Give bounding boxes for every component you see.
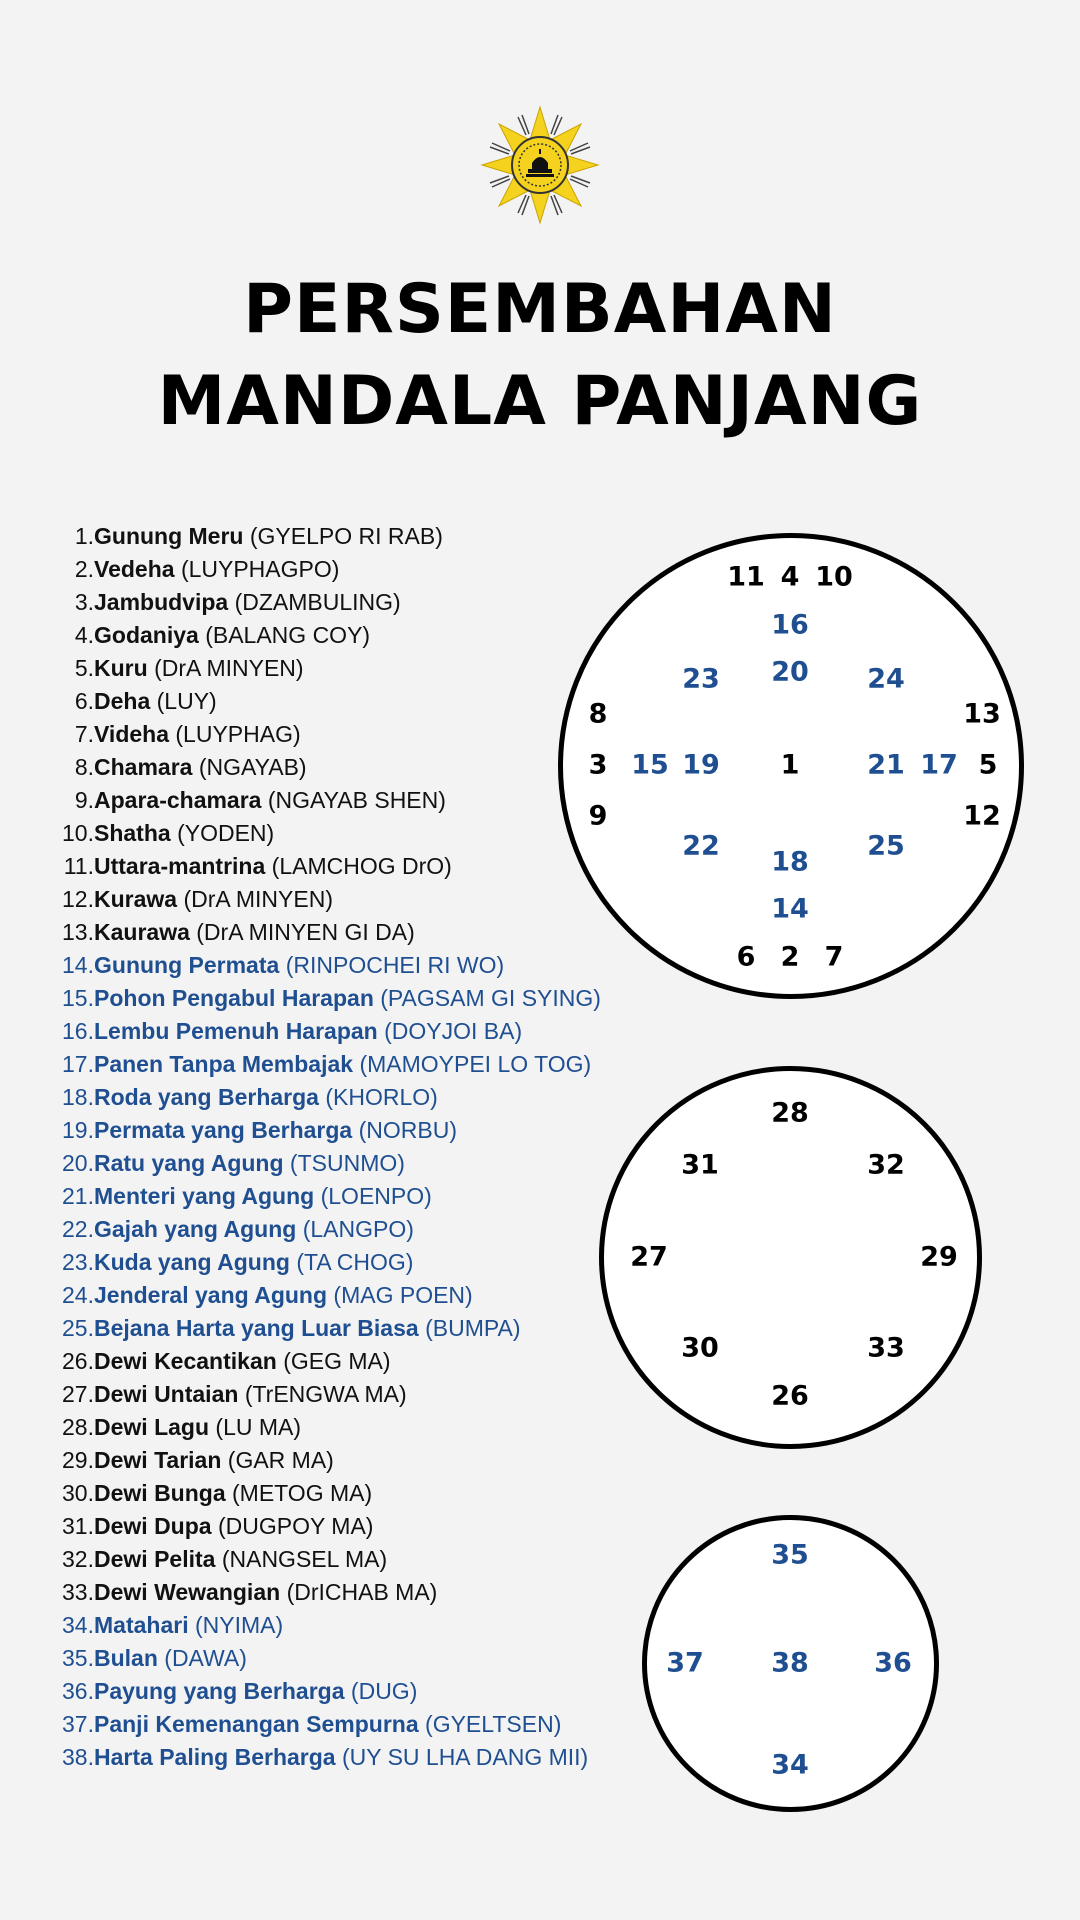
- item-name: Uttara-mantrina: [94, 853, 266, 879]
- item-number: 33.: [62, 1579, 94, 1605]
- item-tibetan-name: (DrA MINYEN): [183, 886, 333, 912]
- item-name: Panen Tanpa Membajak: [94, 1051, 354, 1077]
- item-tibetan-name: (GEG MA): [283, 1348, 391, 1374]
- item-name: Bulan: [94, 1645, 158, 1671]
- mandala-number: 12: [963, 800, 1001, 832]
- item-tibetan-name: (KHORLO): [325, 1084, 438, 1110]
- item-tibetan-name: (LU MA): [215, 1414, 302, 1440]
- mandala-number: 13: [963, 698, 1001, 730]
- item-name: Kuru: [94, 655, 148, 681]
- offering-item: [48, 1675, 601, 1708]
- item-name: Dewi Dupa: [94, 1513, 212, 1539]
- item-name: Dewi Bunga: [94, 1480, 226, 1506]
- item-name: Roda yang Berharga: [94, 1084, 319, 1110]
- item-number: 2.: [74, 556, 94, 582]
- offering-item: [48, 1444, 601, 1477]
- item-name: Harta Paling Berharga: [94, 1744, 336, 1770]
- page-title-line2: MANDALA PANJANG: [157, 362, 923, 441]
- item-tibetan-name: (DUGPOY MA): [217, 1513, 374, 1539]
- mandala-number: 17: [920, 749, 958, 781]
- item-tibetan-name: (NGAYAB SHEN): [267, 787, 446, 813]
- item-name: Kurawa: [94, 886, 178, 912]
- offering-item: [48, 1114, 601, 1147]
- item-number: 20.: [62, 1150, 94, 1176]
- item-name: Kaurawa: [94, 919, 190, 945]
- item-number: 30.: [62, 1480, 94, 1506]
- item-tibetan-name: (NANGSEL MA): [221, 1546, 388, 1572]
- item-number: 10.: [62, 820, 94, 846]
- item-number: 15.: [62, 985, 94, 1011]
- offering-item: [48, 685, 601, 718]
- item-tibetan-name: (DrA MINYEN GI DA): [196, 919, 415, 945]
- offering-item: [48, 949, 601, 982]
- offering-item: [48, 1510, 601, 1543]
- item-tibetan-name: (PAGSAM GI SYING): [380, 985, 601, 1011]
- offering-item: [48, 1015, 601, 1048]
- mandala-number: 3: [588, 749, 608, 781]
- item-tibetan-name: (LUYPHAGPO): [180, 556, 340, 582]
- item-name: Dewi Kecantikan: [94, 1348, 277, 1374]
- mandala-number: 32: [867, 1149, 905, 1181]
- offering-item: [48, 1180, 601, 1213]
- item-number: 24.: [62, 1282, 94, 1308]
- item-name: Godaniya: [94, 622, 199, 648]
- item-tibetan-name: (DAWA): [164, 1645, 247, 1671]
- item-name: Pohon Pengabul Harapan: [94, 985, 374, 1011]
- item-number: 38.: [62, 1744, 94, 1770]
- offering-item: [48, 586, 601, 619]
- mandala-number: 6: [736, 941, 756, 973]
- item-number: 19.: [62, 1117, 94, 1143]
- item-tibetan-name: (UY SU LHA DANG MII): [341, 1744, 589, 1770]
- item-name: Lembu Pemenuh Harapan: [94, 1018, 378, 1044]
- offering-item: [48, 619, 601, 652]
- mandala-number: 29: [920, 1241, 958, 1273]
- mandala-number: 14: [771, 893, 809, 925]
- offering-item: [48, 883, 601, 916]
- item-tibetan-name: (LUYPHAG): [175, 721, 301, 747]
- item-number: 7.: [74, 721, 94, 747]
- page-title-line1: PERSEMBAHAN: [243, 270, 837, 349]
- offering-item: [48, 916, 601, 949]
- item-number: 23.: [62, 1249, 94, 1275]
- item-name: Kuda yang Agung: [94, 1249, 290, 1275]
- mandala-number: 11: [727, 561, 765, 593]
- item-name: Dewi Untaian: [94, 1381, 239, 1407]
- mandala-number: 2: [780, 941, 800, 973]
- item-number: 27.: [62, 1381, 94, 1407]
- item-tibetan-name: (TSUNMO): [289, 1150, 405, 1176]
- item-number: 13.: [62, 919, 94, 945]
- item-tibetan-name: (DUG): [350, 1678, 418, 1704]
- item-number: 11.: [63, 853, 94, 879]
- item-name: Panji Kemenangan Sempurna: [94, 1711, 419, 1737]
- mandala-number: 20: [771, 656, 809, 688]
- item-number: 37.: [62, 1711, 94, 1737]
- item-name: Gajah yang Agung: [94, 1216, 297, 1242]
- item-number: 16.: [62, 1018, 94, 1044]
- item-name: Payung yang Berharga: [94, 1678, 345, 1704]
- item-number: 22.: [62, 1216, 94, 1242]
- item-tibetan-name: (BUMPA): [425, 1315, 521, 1341]
- mandala-number: 33: [867, 1332, 905, 1364]
- item-tibetan-name: (NORBU): [358, 1117, 458, 1143]
- item-tibetan-name: (DZAMBULING): [234, 589, 401, 615]
- offering-item: [48, 553, 601, 586]
- offering-item: [48, 751, 601, 784]
- item-name: Deha: [94, 688, 151, 714]
- item-tibetan-name: (DOYJOI BA): [384, 1018, 523, 1044]
- offering-item: [48, 1708, 601, 1741]
- item-tibetan-name: (GYELTSEN): [425, 1711, 562, 1737]
- offering-item: [48, 1543, 601, 1576]
- item-number: 36.: [62, 1678, 94, 1704]
- item-number: 5.: [74, 655, 94, 681]
- item-name: Menteri yang Agung: [94, 1183, 315, 1209]
- mandala-number: 24: [867, 663, 905, 695]
- item-name: Ratu yang Agung: [94, 1150, 284, 1176]
- item-tibetan-name: (MAMOYPEI LO TOG): [359, 1051, 592, 1077]
- offering-item: [48, 784, 601, 817]
- item-number: 28.: [62, 1414, 94, 1440]
- mandala-number: 26: [771, 1380, 809, 1412]
- offering-item: [48, 1477, 601, 1510]
- offering-item: [48, 1411, 601, 1444]
- offering-item: [48, 1147, 601, 1180]
- item-tibetan-name: (GAR MA): [227, 1447, 334, 1473]
- mandala-number: 31: [681, 1149, 719, 1181]
- mandala-number: 22: [682, 830, 720, 862]
- mandala-number: 18: [771, 846, 809, 878]
- item-name: Videha: [94, 721, 169, 747]
- item-number: 6.: [74, 688, 94, 714]
- offering-item: [48, 1048, 601, 1081]
- mandala-number: 5: [978, 749, 998, 781]
- item-tibetan-name: (NYIMA): [194, 1612, 284, 1638]
- offering-item: [48, 1609, 601, 1642]
- item-tibetan-name: (MAG POEN): [333, 1282, 473, 1308]
- item-number: 1.: [74, 523, 94, 549]
- mandala-number: 37: [666, 1647, 704, 1679]
- offering-item: [48, 1576, 601, 1609]
- mandala-number: 19: [682, 749, 720, 781]
- mandala-number: 36: [874, 1647, 912, 1679]
- item-number: 29.: [62, 1447, 94, 1473]
- item-name: Dewi Pelita: [94, 1546, 216, 1572]
- mandala-number: 23: [682, 663, 720, 695]
- item-name: Matahari: [94, 1612, 189, 1638]
- item-tibetan-name: (GYELPO RI RAB): [249, 523, 443, 549]
- item-name: Jambudvipa: [94, 589, 229, 615]
- item-name: Chamara: [94, 754, 193, 780]
- item-name: Gunung Permata: [94, 952, 280, 978]
- mandala-number: 27: [630, 1241, 668, 1273]
- mandala-number: 21: [867, 749, 905, 781]
- offering-item: [48, 1345, 601, 1378]
- mandala-number: 9: [588, 800, 608, 832]
- item-number: 9.: [74, 787, 94, 813]
- item-name: Dewi Tarian: [94, 1447, 222, 1473]
- item-number: 31.: [62, 1513, 94, 1539]
- offering-item: [48, 982, 601, 1015]
- mandala-number: 30: [681, 1332, 719, 1364]
- item-name: Apara-chamara: [94, 787, 262, 813]
- item-number: 8.: [74, 754, 94, 780]
- item-name: Bejana Harta yang Luar Biasa: [94, 1315, 419, 1341]
- item-number: 14.: [62, 952, 94, 978]
- offering-item: [48, 817, 601, 850]
- offering-item: [48, 1081, 601, 1114]
- item-name: Permata yang Berharga: [94, 1117, 353, 1143]
- item-number: 4.: [74, 622, 94, 648]
- offering-item: [48, 1213, 601, 1246]
- item-tibetan-name: (DrA MINYEN): [154, 655, 304, 681]
- temple-emblem-icon: [480, 105, 600, 225]
- mandala-number: 4: [780, 561, 800, 593]
- item-tibetan-name: (RINPOCHEI RI WO): [285, 952, 505, 978]
- item-tibetan-name: (TrENGWA MA): [244, 1381, 407, 1407]
- item-tibetan-name: (BALANG COY): [205, 622, 371, 648]
- offering-item: [48, 1279, 601, 1312]
- item-number: 18.: [62, 1084, 94, 1110]
- item-name: Vedeha: [94, 556, 175, 582]
- item-tibetan-name: (YODEN): [177, 820, 275, 846]
- offering-item: [48, 1246, 601, 1279]
- mandala-number: 1: [780, 749, 800, 781]
- item-name: Jenderal yang Agung: [94, 1282, 328, 1308]
- item-tibetan-name: (NGAYAB): [198, 754, 307, 780]
- offering-item: [48, 1312, 601, 1345]
- mandala-number: 8: [588, 698, 608, 730]
- offering-item: [48, 850, 601, 883]
- item-name: Gunung Meru: [94, 523, 244, 549]
- mandala-number: 15: [631, 749, 669, 781]
- item-number: 32.: [62, 1546, 94, 1572]
- item-number: 3.: [74, 589, 94, 615]
- offering-item: [48, 718, 601, 751]
- mandala-number: 16: [771, 609, 809, 641]
- item-number: 35.: [62, 1645, 94, 1671]
- mandala-number: 34: [771, 1749, 809, 1781]
- offering-list: [48, 520, 601, 1774]
- item-number: 34.: [62, 1612, 94, 1638]
- mandala-number: 28: [771, 1097, 809, 1129]
- offering-item: [48, 652, 601, 685]
- item-name: Dewi Lagu: [94, 1414, 210, 1440]
- item-tibetan-name: (METOG MA): [232, 1480, 373, 1506]
- item-number: 12.: [62, 886, 94, 912]
- mandala-number: 7: [824, 941, 844, 973]
- mandala-number: 25: [867, 830, 905, 862]
- item-name: Dewi Wewangian: [94, 1579, 281, 1605]
- offering-item: [48, 520, 601, 553]
- offering-item: [48, 1741, 601, 1774]
- item-number: 17.: [62, 1051, 94, 1077]
- item-tibetan-name: (TA CHOG): [296, 1249, 414, 1275]
- item-number: 25.: [62, 1315, 94, 1341]
- item-tibetan-name: (LUY): [156, 688, 217, 714]
- item-tibetan-name: (LAMCHOG DrO): [271, 853, 452, 879]
- item-tibetan-name: (LOENPO): [320, 1183, 432, 1209]
- item-number: 21.: [62, 1183, 94, 1209]
- mandala-number: 10: [815, 561, 853, 593]
- item-name: Shatha: [94, 820, 171, 846]
- item-tibetan-name: (DrICHAB MA): [286, 1579, 438, 1605]
- mandala-number: 35: [771, 1539, 809, 1571]
- item-tibetan-name: (LANGPO): [302, 1216, 414, 1242]
- offering-item: [48, 1378, 601, 1411]
- mandala-number: 38: [771, 1647, 809, 1679]
- offering-item: [48, 1642, 601, 1675]
- item-number: 26.: [62, 1348, 94, 1374]
